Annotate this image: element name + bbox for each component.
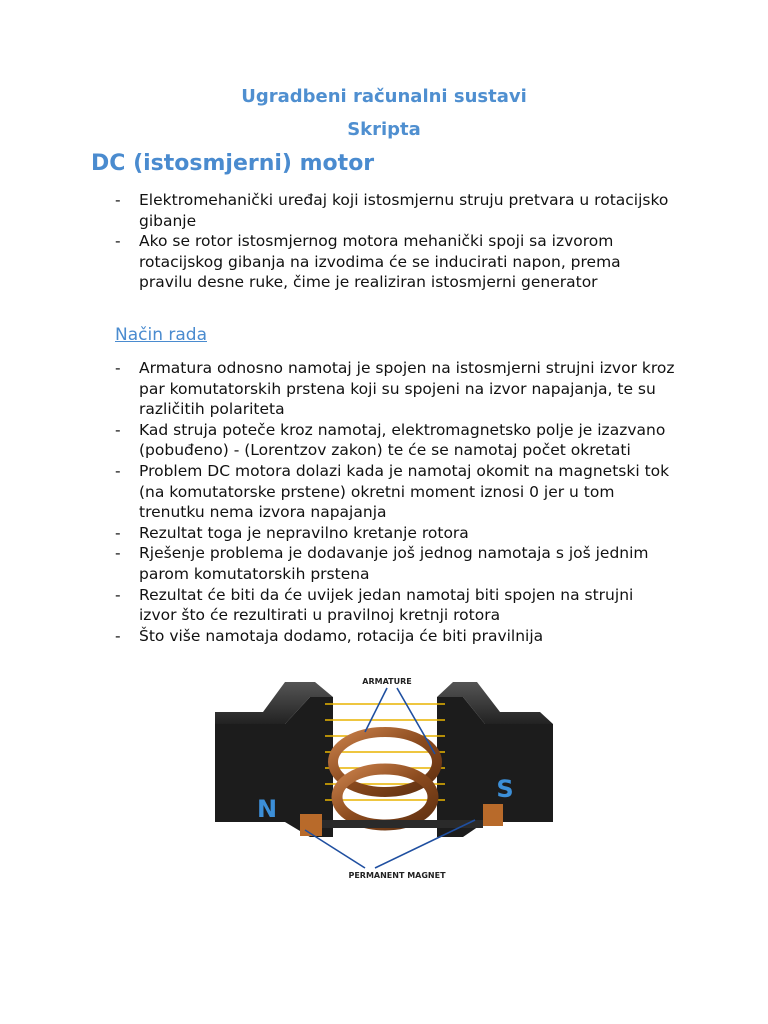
list-item-text: Armatura odnosno namotaj je spojen na istosmjerni strujni izvor kroz par komutatorskih prstena koji su spojeni na izvor napajanja, te su različitih polariteta xyxy=(139,359,675,419)
list-item xyxy=(115,358,675,420)
list-item-text: Kad struja poteče kroz namotaj, elektromagnetsko polje je izazvano (pobuđeno) - (Lorentzov zakon) te će se namotaj počet okretati xyxy=(139,420,666,460)
armature-caption: ARMATURE xyxy=(362,677,412,686)
armature-coil xyxy=(333,732,437,825)
section-heading: DC (istosmjerni) motor xyxy=(91,151,375,176)
list-item xyxy=(115,523,675,544)
list-item xyxy=(115,420,675,461)
bullet-dash: - xyxy=(115,232,121,251)
dc-motor-figure xyxy=(215,672,555,882)
bullet-dash: - xyxy=(115,544,121,563)
list-item-text: Elektromehanički uređaj koji istosmjernu struju pretvara u rotacijsko gibanje xyxy=(139,191,669,230)
bullet-dash: - xyxy=(115,420,121,439)
permanent-magnet-caption: PERMANENT MAGNET xyxy=(348,871,446,880)
list-item-text: Problem DC motora dolazi kada je namotaj okomit na magnetski tok (na komutatorske prstene) okretni moment iznosi 0 jer u tom trenutku nema izvora napajanja xyxy=(139,461,670,522)
list-item xyxy=(115,190,675,231)
right-brush xyxy=(483,804,503,826)
bullet-dash: - xyxy=(115,191,121,209)
bullet-dash: - xyxy=(115,585,121,604)
document-subtitle: Skripta xyxy=(347,119,421,140)
intro-list xyxy=(115,190,675,293)
subsection-heading: Način rada xyxy=(115,325,207,345)
list-item-text: Rezultat će biti da će uvijek jedan namotaj biti spojen na strujni izvor što će rezultirati u pravilnoj kretnji rotora xyxy=(139,585,634,625)
list-item xyxy=(115,585,675,626)
list-item xyxy=(115,543,675,584)
bullet-dash: - xyxy=(115,523,121,542)
left-brush xyxy=(300,814,322,836)
bullet-dash: - xyxy=(115,359,121,377)
list-item xyxy=(115,231,675,293)
list-item-text: Rezultat toga je nepravilno kretanje rotora xyxy=(139,523,469,542)
list-item-text: Što više namotaja dodamo, rotacija će biti pravilnija xyxy=(139,626,544,645)
list-item xyxy=(115,461,675,523)
pole-n-label: N xyxy=(256,795,278,823)
axle xyxy=(322,820,483,828)
list-item-text: Ako se rotor istosmjernog motora mehanički spoji sa izvorom rotacijskog gibanja na izvodima će se inducirati napon, prema pravilu desne ruke, čime je realiziran istosmjerni generator xyxy=(139,232,621,292)
operation-list xyxy=(115,358,675,646)
list-item xyxy=(115,626,675,647)
document-title: Ugradbeni računalni sustavi xyxy=(241,86,527,107)
bullet-dash: - xyxy=(115,461,121,480)
bullet-dash: - xyxy=(115,626,121,645)
pole-s-label: S xyxy=(496,775,514,803)
list-item-text: Rješenje problema je dodavanje još jednog namotaja s još jednim parom komutatorskih prstena xyxy=(139,544,649,583)
